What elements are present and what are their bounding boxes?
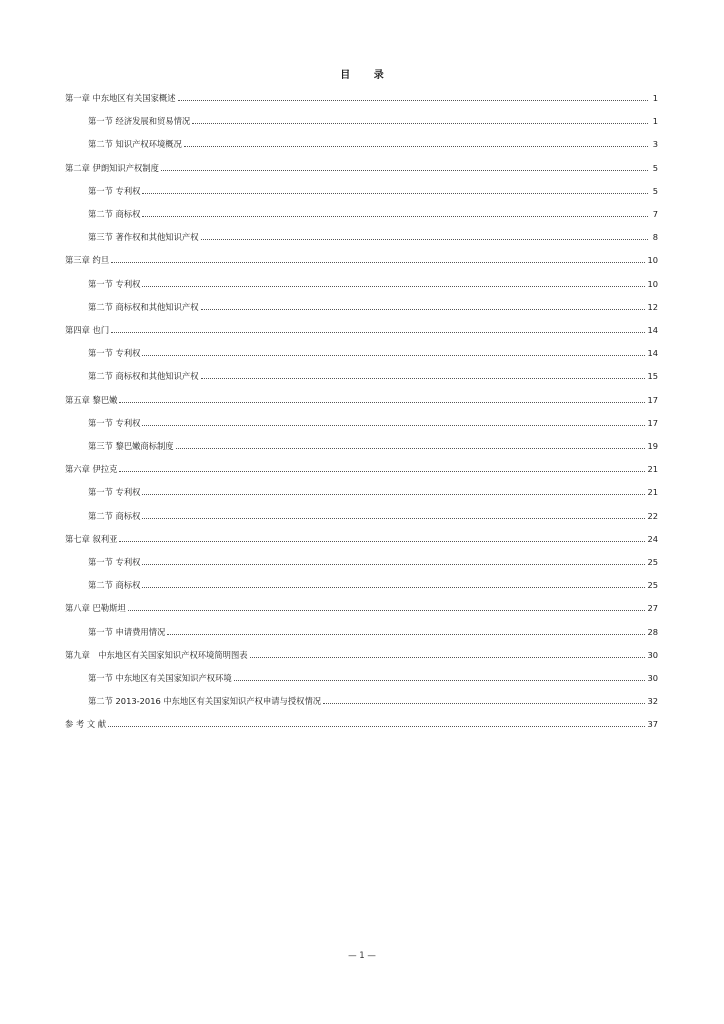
toc-entry-label: 第一节 经济发展和贸易情况 <box>88 116 191 127</box>
dot-leader <box>119 540 645 542</box>
toc-entry-label: 第八章 巴勒斯坦 <box>65 603 126 614</box>
page-number-footer: — 1 — <box>348 951 376 961</box>
toc-entry-label: 第五章 黎巴嫩 <box>65 394 118 405</box>
toc-chapter-entry[interactable] <box>65 162 658 174</box>
toc-entry-page-number: 1 <box>652 93 658 103</box>
toc-entry-page-number: 21 <box>647 487 658 498</box>
toc-chapter-entry[interactable] <box>65 92 658 104</box>
toc-entry-page-number: 12 <box>647 301 658 312</box>
toc-entry-page-number: 7 <box>652 209 658 219</box>
toc-entry-page-number: 10 <box>647 278 658 289</box>
toc-section-entry[interactable] <box>88 626 658 638</box>
toc-entry-label: 第七章 叙利亚 <box>65 533 118 544</box>
toc-entry-label: 第一节 专利权 <box>88 185 141 196</box>
toc-chapter-entry[interactable] <box>65 718 658 730</box>
toc-entry-label: 第一节 专利权 <box>88 557 141 567</box>
toc-chapter-entry[interactable] <box>65 649 658 661</box>
toc-chapter-entry[interactable] <box>65 324 658 336</box>
dot-leader <box>176 447 646 449</box>
dot-leader <box>178 99 649 101</box>
toc-entry-label: 第九章 中东地区有关国家知识产权环境简明图表 <box>65 649 248 660</box>
toc-entry-page-number: 3 <box>652 139 658 150</box>
toc-entry-page-number: 14 <box>647 348 658 359</box>
toc-entry-page-number: 25 <box>647 557 658 567</box>
toc-entry-label: 第三章 约旦 <box>65 255 110 266</box>
toc-entry-label: 第一节 专利权 <box>88 278 141 289</box>
toc-title: 目 录 <box>340 70 394 81</box>
toc-section-entry[interactable] <box>88 695 658 707</box>
dot-leader <box>142 215 648 217</box>
toc-entry-page-number: 32 <box>647 696 658 707</box>
toc-entry-label: 第一节 专利权 <box>88 348 141 359</box>
toc-entry-page-number: 8 <box>652 232 658 243</box>
dot-leader <box>184 145 648 147</box>
dot-leader <box>142 493 645 495</box>
toc-entry-label: 第二节 2013-2016 中东地区有关国家知识产权申请与授权情况 <box>88 696 322 707</box>
toc-section-entry[interactable] <box>88 370 658 382</box>
toc-entry-page-number: 10 <box>647 255 658 266</box>
toc-entry-page-number: 21 <box>647 464 658 475</box>
toc-entry-page-number: 19 <box>647 441 658 451</box>
toc-entry-page-number: 15 <box>647 371 658 382</box>
dot-leader <box>167 633 645 635</box>
dot-leader <box>111 261 645 263</box>
toc-entry-page-number: 5 <box>652 185 658 196</box>
toc-entry-page-number: 14 <box>647 325 658 335</box>
toc-entry-label: 第六章 伊拉克 <box>65 464 118 475</box>
toc-section-entry[interactable] <box>88 115 658 127</box>
dot-leader <box>234 679 646 681</box>
dot-leader <box>142 285 645 287</box>
dot-leader <box>108 725 645 727</box>
toc-entry-page-number: 1 <box>652 116 658 127</box>
dot-leader <box>111 331 645 333</box>
dot-leader <box>142 354 645 356</box>
toc-entry-label: 第一节 申请费用情况 <box>88 626 166 637</box>
toc-section-entry[interactable] <box>88 417 658 429</box>
dot-leader <box>128 609 646 611</box>
toc-section-entry[interactable] <box>88 486 658 498</box>
toc-section-entry[interactable] <box>88 440 658 452</box>
toc-section-entry[interactable] <box>88 556 658 568</box>
toc-entry-page-number: 17 <box>647 394 658 405</box>
toc-entry-label: 第二节 商标权 <box>88 510 141 521</box>
toc-entry-label: 第二节 商标权和其他知识产权 <box>88 371 199 382</box>
dot-leader <box>119 401 645 403</box>
dot-leader <box>161 169 648 171</box>
toc-chapter-entry[interactable] <box>65 254 658 266</box>
toc-section-entry[interactable] <box>88 231 658 243</box>
dot-leader <box>201 377 646 379</box>
toc-entry-page-number: 22 <box>647 510 658 521</box>
toc-chapter-entry[interactable] <box>65 602 658 614</box>
toc-section-entry[interactable] <box>88 301 658 313</box>
dot-leader <box>323 702 645 704</box>
dot-leader <box>201 308 646 310</box>
toc-section-entry[interactable] <box>88 510 658 522</box>
toc-section-entry[interactable] <box>88 672 658 684</box>
toc-entry-label: 第二节 商标权和其他知识产权 <box>88 301 199 312</box>
toc-entry-label: 第一节 专利权 <box>88 417 141 428</box>
toc-entry-page-number: 30 <box>647 649 658 660</box>
toc-chapter-entry[interactable] <box>65 533 658 545</box>
toc-entry-page-number: 27 <box>647 603 658 614</box>
dot-leader <box>142 192 648 194</box>
toc-entry-page-number: 25 <box>647 580 658 591</box>
toc-entry-label: 第二节 知识产权环境概况 <box>88 139 182 150</box>
toc-entry-label: 第一章 中东地区有关国家概述 <box>65 93 176 103</box>
toc-section-entry[interactable] <box>88 278 658 290</box>
toc-entry-page-number: 30 <box>647 673 658 683</box>
toc-entry-label: 第一节 专利权 <box>88 487 141 498</box>
toc-section-entry[interactable] <box>88 185 658 197</box>
toc-entry-page-number: 24 <box>647 533 658 544</box>
toc-entry-label: 第一节 中东地区有关国家知识产权环境 <box>88 673 232 683</box>
toc-entry-label: 参 考 文 献 <box>65 719 107 730</box>
toc-entry-label: 第三节 著作权和其他知识产权 <box>88 232 199 243</box>
toc-section-entry[interactable] <box>88 138 658 150</box>
toc-entry-label: 第三节 黎巴嫩商标制度 <box>88 441 174 451</box>
toc-entry-label: 第二章 伊朗知识产权制度 <box>65 162 159 173</box>
toc-entry-page-number: 5 <box>652 162 658 173</box>
toc-entry-page-number: 17 <box>647 417 658 428</box>
toc-entry-page-number: 37 <box>647 719 658 730</box>
dot-leader <box>142 563 645 565</box>
dot-leader <box>201 238 649 240</box>
toc-section-entry[interactable] <box>88 579 658 591</box>
dot-leader <box>119 470 645 472</box>
dot-leader <box>250 656 646 658</box>
dot-leader <box>192 122 648 124</box>
toc-chapter-entry[interactable] <box>65 394 658 406</box>
dot-leader <box>142 517 645 519</box>
toc-section-entry[interactable] <box>88 208 658 220</box>
dot-leader <box>142 424 645 426</box>
toc-chapter-entry[interactable] <box>65 463 658 475</box>
toc-section-entry[interactable] <box>88 347 658 359</box>
toc-entry-label: 第四章 也门 <box>65 325 110 335</box>
dot-leader <box>142 586 645 588</box>
toc-entry-label: 第二节 商标权 <box>88 580 141 591</box>
toc-entry-page-number: 28 <box>647 626 658 637</box>
toc-entry-label: 第二节 商标权 <box>88 209 141 219</box>
